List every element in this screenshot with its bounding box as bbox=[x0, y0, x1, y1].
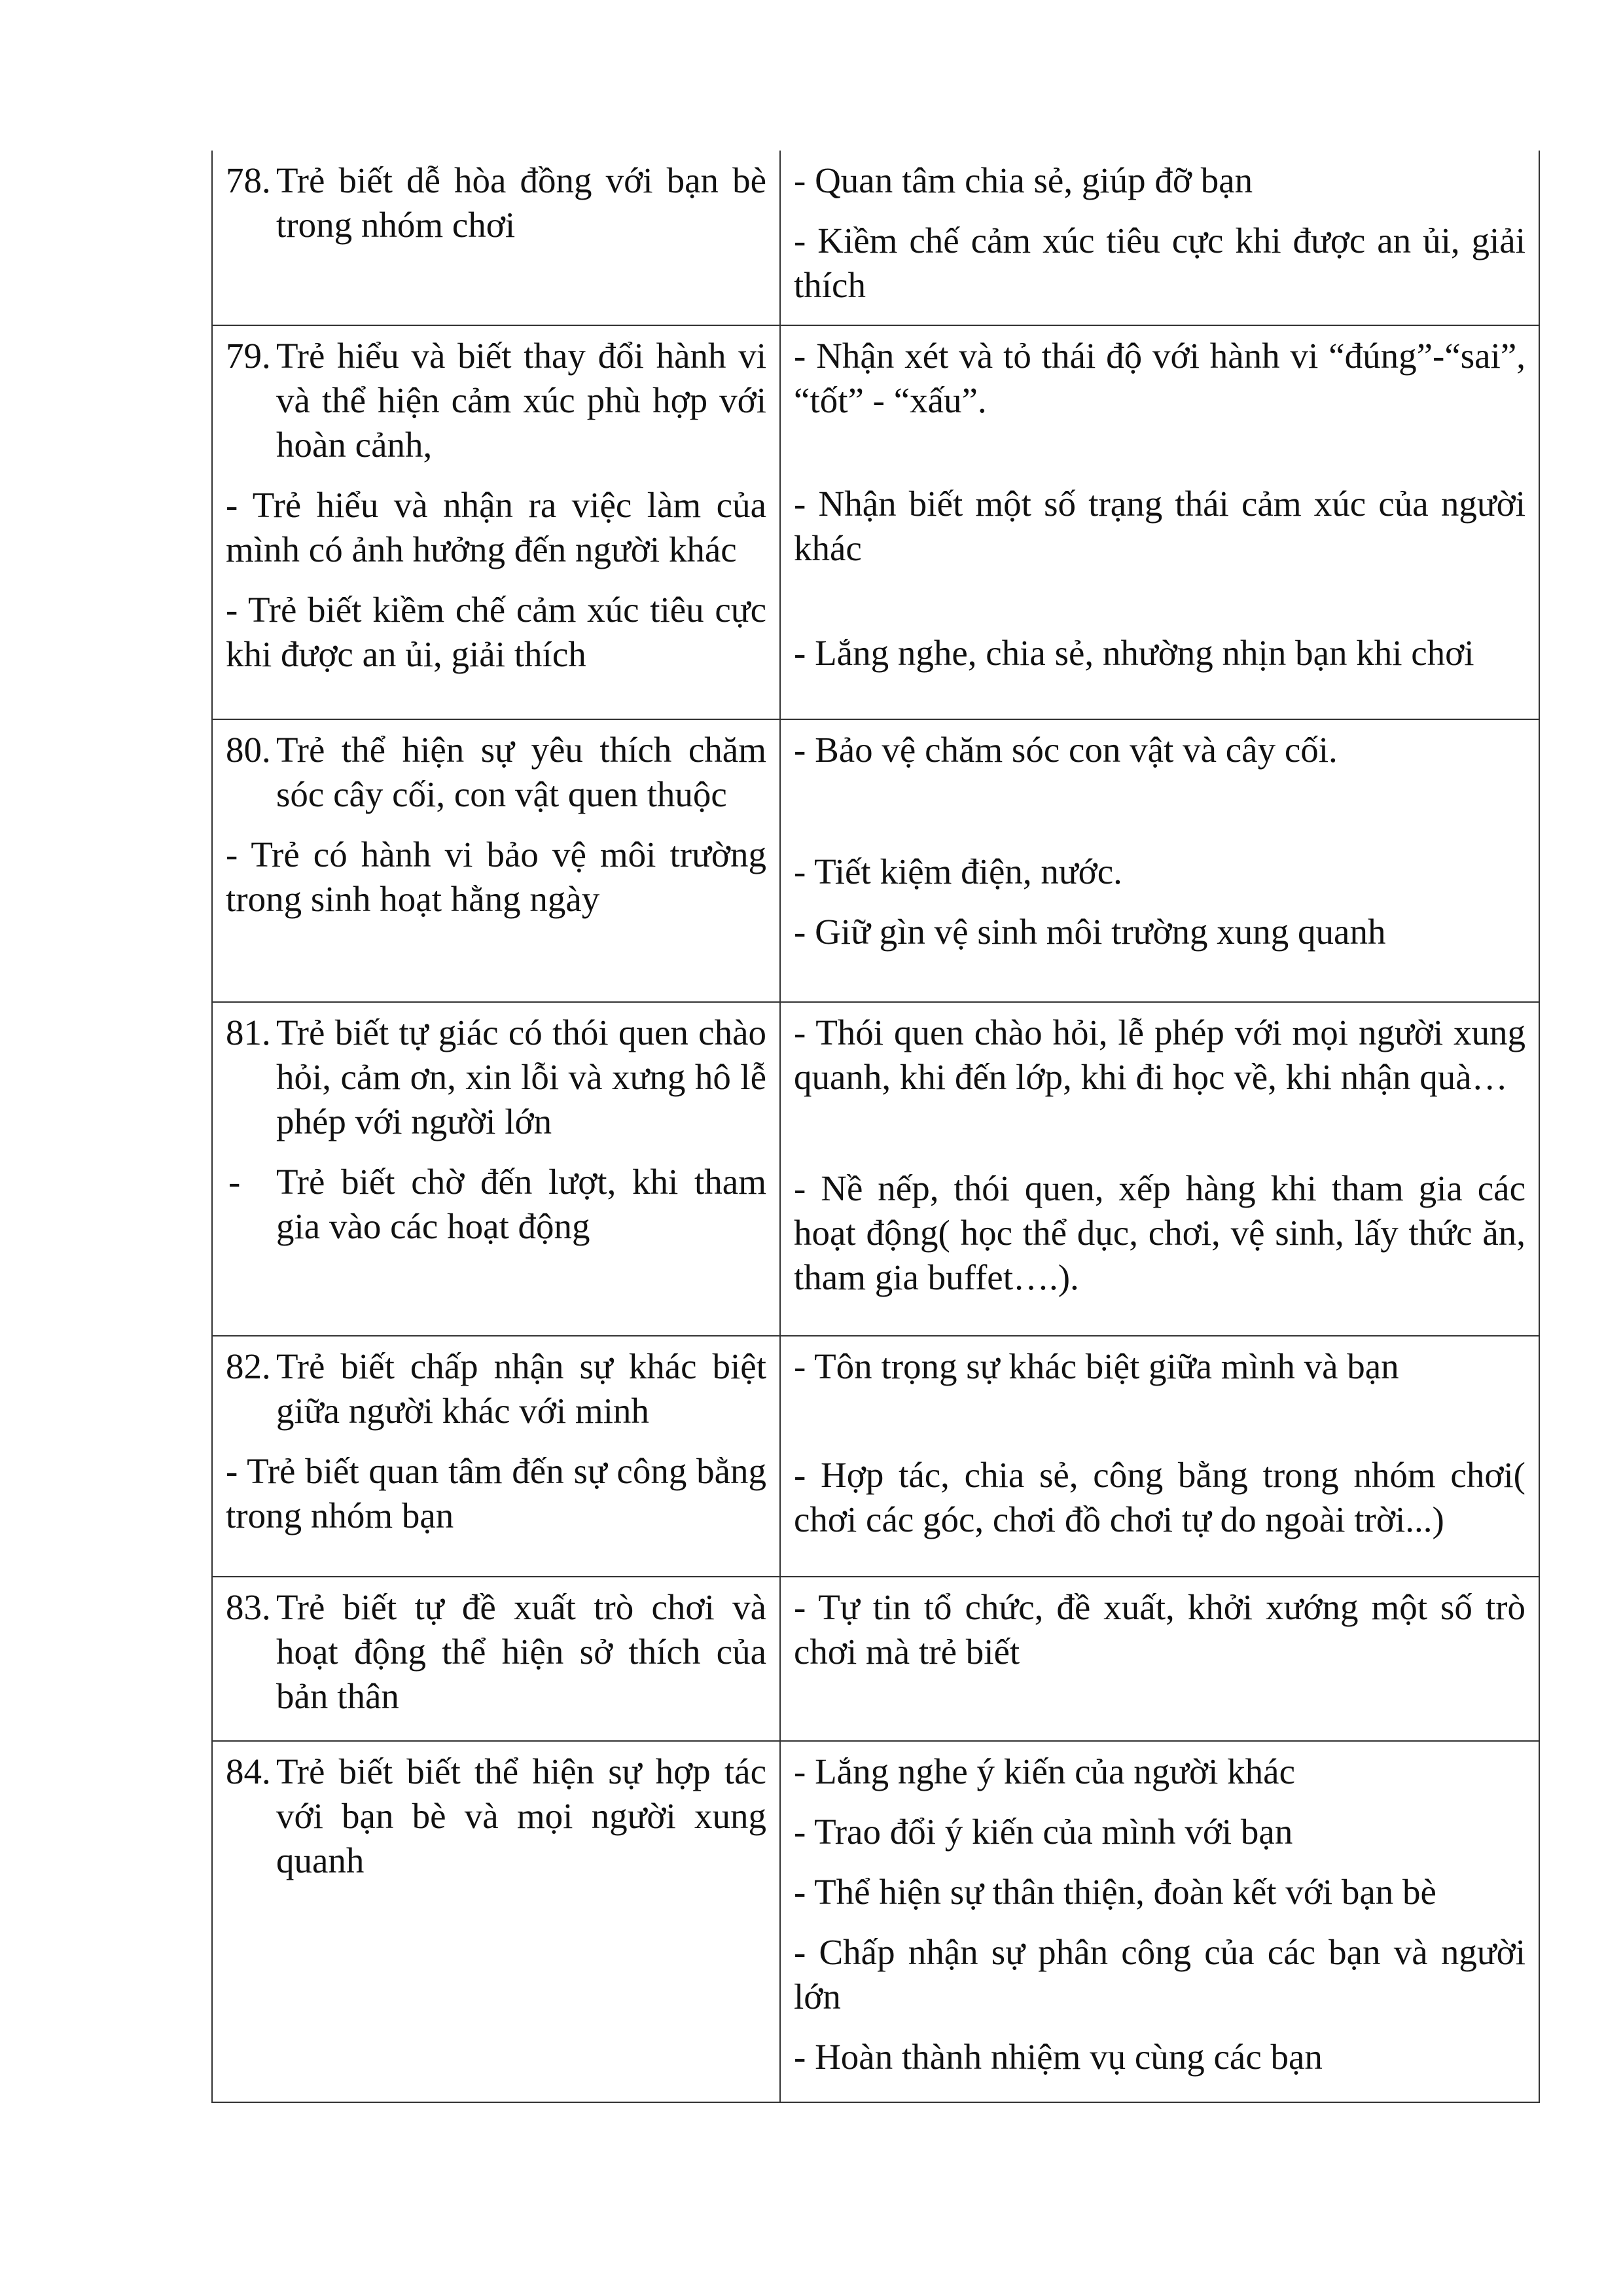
table-row bbox=[212, 719, 1539, 1002]
goal-text: Trẻ biết biết thể hiện sự hợp tác với bạn bè và mọi người xung quanh bbox=[276, 1751, 766, 1880]
goal-number: 78. bbox=[226, 160, 271, 200]
goal-sub-item: - Trẻ biết quan tâm đến sự công bằng trong nhóm bạn bbox=[226, 1451, 766, 1535]
goal-number: 83. bbox=[226, 1587, 271, 1627]
content-item: - Kiềm chế cảm xúc tiêu cực khi được an ủi, giải thích bbox=[794, 221, 1525, 305]
goal-number: 82. bbox=[226, 1346, 271, 1386]
table-row bbox=[212, 1336, 1539, 1577]
content-item: - Thói quen chào hỏi, lễ phép với mọi người xung quanh, khi đến lớp, khi đi học về, khi nhận quà… bbox=[794, 1013, 1525, 1097]
goal-cell bbox=[212, 1336, 780, 1577]
content-item: - Lắng nghe, chia sẻ, nhường nhịn bạn khi chơi bbox=[794, 633, 1474, 673]
content-item: - Lắng nghe ý kiến của người khác bbox=[794, 1751, 1295, 1791]
content-item: - Nhận biết một số trạng thái cảm xúc của người khác bbox=[794, 484, 1525, 568]
goal-text: Trẻ biết tự giác có thói quen chào hỏi, cảm ơn, xin lỗi và xưng hô lễ phép với người lớn bbox=[276, 1013, 766, 1141]
table-row bbox=[212, 1002, 1539, 1336]
content-item: - Tự tin tổ chức, đề xuất, khởi xướng một số trò chơi mà trẻ biết bbox=[794, 1587, 1525, 1672]
goal-number: 81. bbox=[226, 1013, 271, 1052]
content-item: - Thể hiện sự thân thiện, đoàn kết với bạn bè bbox=[794, 1872, 1436, 1912]
content-item: - Bảo vệ chăm sóc con vật và cây cối. bbox=[794, 730, 1338, 770]
content-item: - Nhận xét và tỏ thái độ với hành vi “đúng”-“sai”, “tốt” - “xấu”. bbox=[794, 336, 1525, 420]
table-row bbox=[212, 1577, 1539, 1741]
goal-cell bbox=[212, 1741, 780, 2102]
content-item: - Hoàn thành nhiệm vụ cùng các bạn bbox=[794, 2037, 1323, 2077]
content-cell bbox=[780, 1577, 1539, 1741]
table-row bbox=[212, 151, 1539, 325]
goal-number: 84. bbox=[226, 1751, 271, 1791]
content-cell bbox=[780, 1002, 1539, 1336]
goal-number: 79. bbox=[226, 336, 271, 376]
goal-text: Trẻ biết dễ hòa đồng với bạn bè trong nhóm chơi bbox=[276, 160, 766, 245]
goal-cell bbox=[212, 151, 780, 325]
content-cell bbox=[780, 719, 1539, 1002]
content-item: - Nề nếp, thói quen, xếp hàng khi tham gia các hoạt động( học thể dục, chơi, vệ sinh, lấy thức ăn, tham gia buffet….). bbox=[794, 1168, 1525, 1297]
goal-cell bbox=[212, 1577, 780, 1741]
content-item: - Trao đổi ý kiến của mình với bạn bbox=[794, 1812, 1293, 1852]
goal-text: Trẻ biết chấp nhận sự khác biệt giữa người khác với minh bbox=[276, 1346, 766, 1431]
goal-sub-item: Trẻ biết chờ đến lượt, khi tham gia vào các hoạt động bbox=[276, 1162, 766, 1246]
content-item: - Giữ gìn vệ sinh môi trường xung quanh bbox=[794, 912, 1386, 952]
goal-text: Trẻ thể hiện sự yêu thích chăm sóc cây cối, con vật quen thuộc bbox=[276, 730, 766, 814]
table-row bbox=[212, 325, 1539, 719]
goal-cell bbox=[212, 719, 780, 1002]
content-item: - Quan tâm chia sẻ, giúp đỡ bạn bbox=[794, 160, 1253, 200]
content-item: - Chấp nhận sự phân công của các bạn và người lớn bbox=[794, 1932, 1525, 2017]
content-cell bbox=[780, 325, 1539, 719]
goal-number: 80. bbox=[226, 730, 271, 770]
goal-text: Trẻ biết tự đề xuất trò chơi và hoạt động thể hiện sở thích của bản thân bbox=[276, 1587, 766, 1716]
dash-marker: - bbox=[228, 1162, 241, 1202]
goals-content-table bbox=[211, 151, 1540, 2103]
content-cell bbox=[780, 1336, 1539, 1577]
goal-sub-item: - Trẻ có hành vi bảo vệ môi trường trong sinh hoạt hằng ngày bbox=[226, 834, 766, 919]
content-cell bbox=[780, 1741, 1539, 2102]
table-row bbox=[212, 1741, 1539, 2102]
content-item: - Hợp tác, chia sẻ, công bằng trong nhóm chơi( chơi các góc, chơi đồ chơi tự do ngoài trời...) bbox=[794, 1455, 1525, 1539]
content-item: - Tôn trọng sự khác biệt giữa mình và bạn bbox=[794, 1346, 1399, 1386]
goal-cell bbox=[212, 325, 780, 719]
goal-sub-item: - Trẻ biết kiềm chế cảm xúc tiêu cực khi được an ủi, giải thích bbox=[226, 590, 766, 674]
content-cell bbox=[780, 151, 1539, 325]
goal-text: Trẻ hiểu và biết thay đổi hành vi và thể hiện cảm xúc phù hợp với hoàn cảnh, bbox=[276, 336, 766, 465]
goal-cell bbox=[212, 1002, 780, 1336]
content-item: - Tiết kiệm điện, nước. bbox=[794, 852, 1122, 891]
goal-sub-item: - Trẻ hiểu và nhận ra việc làm của mình có ảnh hưởng đến người khác bbox=[226, 485, 766, 569]
